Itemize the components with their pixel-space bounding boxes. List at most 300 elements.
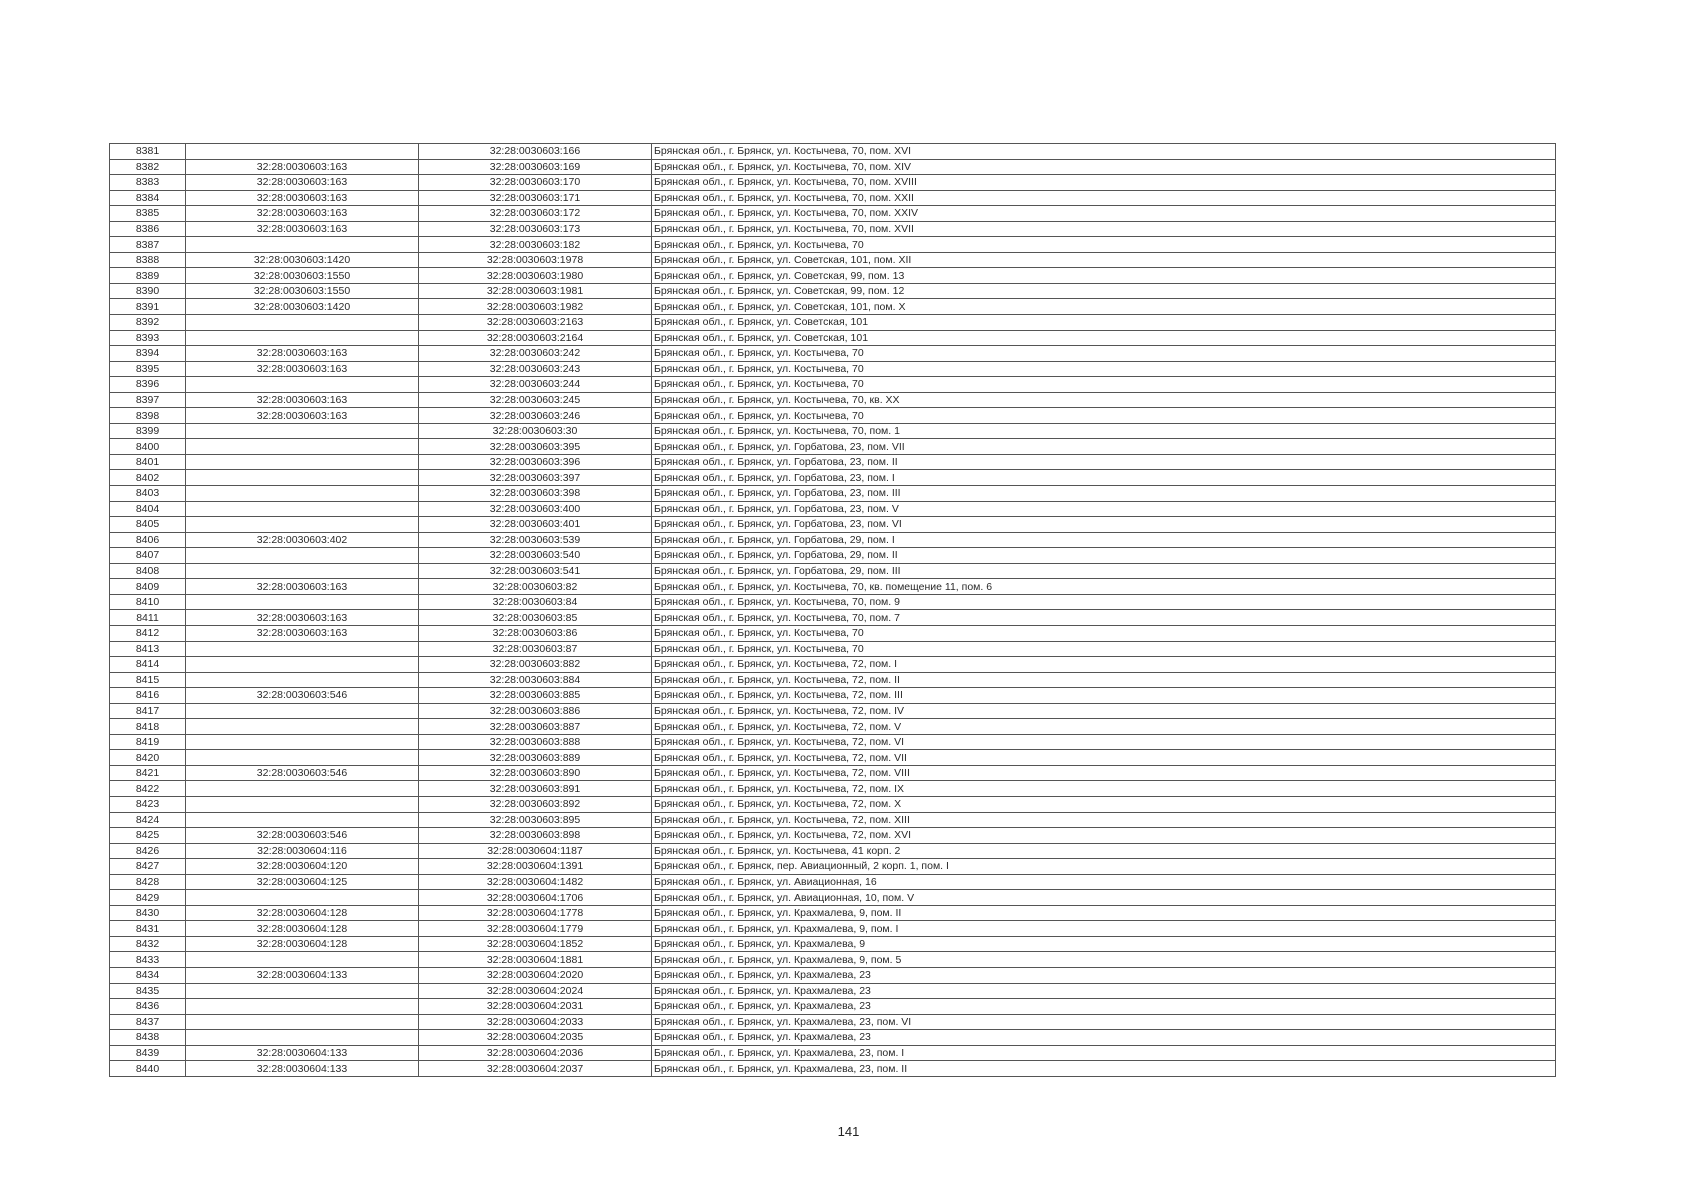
address-cell: Брянская обл., г. Брянск, ул. Костычева, 70 [652,361,1556,377]
registry-table-body [110,144,1556,1077]
table-row [110,936,1556,952]
table-row [110,657,1556,673]
parent-cadastral-number-cell: 32:28:0030603:163 [186,625,419,641]
cadastral-number-cell: 32:28:0030603:1978 [419,252,652,268]
table-row [110,454,1556,470]
row-number-cell: 8413 [110,641,186,657]
address-cell: Брянская обл., г. Брянск, ул. Костычева, 72, пом. XIII [652,812,1556,828]
cadastral-number-cell: 32:28:0030603:1980 [419,268,652,284]
table-row [110,299,1556,315]
address-cell: Брянская обл., г. Брянск, ул. Костычева, 70 [652,641,1556,657]
address-cell: Брянская обл., г. Брянск, ул. Костычева, 70 [652,237,1556,253]
row-number-cell: 8418 [110,719,186,735]
cadastral-number-cell: 32:28:0030603:242 [419,346,652,362]
address-cell: Брянская обл., г. Брянск, ул. Горбатова, 29, пом. I [652,532,1556,548]
address-cell: Брянская обл., г. Брянск, ул. Костычева, 70, кв. помещение 11, пом. 6 [652,579,1556,595]
parent-cadastral-number-cell [186,999,419,1015]
parent-cadastral-number-cell: 32:28:0030603:546 [186,765,419,781]
cadastral-number-cell: 32:28:0030603:243 [419,361,652,377]
parent-cadastral-number-cell: 32:28:0030604:133 [186,967,419,983]
address-cell: Брянская обл., г. Брянск, ул. Советская, 101 [652,330,1556,346]
address-cell: Брянская обл., г. Брянск, ул. Горбатова, 23, пом. VI [652,517,1556,533]
row-number-cell: 8414 [110,657,186,673]
parent-cadastral-number-cell [186,1030,419,1046]
row-number-cell: 8430 [110,905,186,921]
table-row [110,967,1556,983]
row-number-cell: 8390 [110,283,186,299]
cadastral-number-cell: 32:28:0030603:541 [419,563,652,579]
table-row [110,563,1556,579]
cadastral-number-cell: 32:28:0030603:244 [419,377,652,393]
table-row [110,828,1556,844]
parent-cadastral-number-cell [186,781,419,797]
parent-cadastral-number-cell: 32:28:0030603:163 [186,159,419,175]
row-number-cell: 8437 [110,1014,186,1030]
row-number-cell: 8427 [110,859,186,875]
row-number-cell: 8431 [110,921,186,937]
parent-cadastral-number-cell [186,734,419,750]
address-cell: Брянская обл., г. Брянск, ул. Костычева, 70 [652,346,1556,362]
cadastral-number-cell: 32:28:0030603:169 [419,159,652,175]
row-number-cell: 8421 [110,765,186,781]
address-cell: Брянская обл., г. Брянск, ул. Костычева, 70, пом. 7 [652,610,1556,626]
cadastral-number-cell: 32:28:0030603:401 [419,517,652,533]
address-cell: Брянская обл., г. Брянск, ул. Костычева, 70, пом. XXIV [652,206,1556,222]
registry-table [109,143,1556,1077]
row-number-cell: 8404 [110,501,186,517]
table-row [110,175,1556,191]
parent-cadastral-number-cell [186,1014,419,1030]
cadastral-number-cell: 32:28:0030603:890 [419,765,652,781]
cadastral-number-cell: 32:28:0030604:2035 [419,1030,652,1046]
table-row [110,315,1556,331]
cadastral-number-cell: 32:28:0030603:1981 [419,283,652,299]
address-cell: Брянская обл., г. Брянск, ул. Горбатова, 29, пом. II [652,548,1556,564]
parent-cadastral-number-cell [186,672,419,688]
table-row [110,1030,1556,1046]
cadastral-number-cell: 32:28:0030603:892 [419,796,652,812]
cadastral-number-cell: 32:28:0030604:2036 [419,1045,652,1061]
table-row [110,501,1556,517]
table-row [110,610,1556,626]
cadastral-number-cell: 32:28:0030604:1779 [419,921,652,937]
address-cell: Брянская обл., г. Брянск, ул. Костычева, 72, пом. V [652,719,1556,735]
cadastral-number-cell: 32:28:0030603:891 [419,781,652,797]
row-number-cell: 8435 [110,983,186,999]
parent-cadastral-number-cell [186,517,419,533]
table-row [110,641,1556,657]
row-number-cell: 8389 [110,268,186,284]
parent-cadastral-number-cell [186,641,419,657]
row-number-cell: 8400 [110,439,186,455]
address-cell: Брянская обл., г. Брянск, ул. Советская, 101, пом. X [652,299,1556,315]
parent-cadastral-number-cell [186,890,419,906]
address-cell: Брянская обл., г. Брянск, ул. Костычева, 70, кв. XX [652,392,1556,408]
cadastral-number-cell: 32:28:0030603:395 [419,439,652,455]
table-row [110,843,1556,859]
table-row [110,765,1556,781]
parent-cadastral-number-cell: 32:28:0030603:163 [186,361,419,377]
row-number-cell: 8440 [110,1061,186,1077]
row-number-cell: 8381 [110,144,186,160]
parent-cadastral-number-cell [186,454,419,470]
table-row [110,190,1556,206]
parent-cadastral-number-cell: 32:28:0030603:1550 [186,268,419,284]
row-number-cell: 8424 [110,812,186,828]
table-row [110,952,1556,968]
table-row [110,439,1556,455]
row-number-cell: 8388 [110,252,186,268]
cadastral-number-cell: 32:28:0030603:245 [419,392,652,408]
parent-cadastral-number-cell [186,423,419,439]
parent-cadastral-number-cell [186,657,419,673]
table-row [110,283,1556,299]
cadastral-number-cell: 32:28:0030603:2164 [419,330,652,346]
parent-cadastral-number-cell [186,952,419,968]
cadastral-number-cell: 32:28:0030603:397 [419,470,652,486]
address-cell: Брянская обл., г. Брянск, ул. Костычева, 72, пом. III [652,688,1556,704]
parent-cadastral-number-cell: 32:28:0030603:163 [186,408,419,424]
table-row [110,252,1556,268]
row-number-cell: 8423 [110,796,186,812]
table-row [110,781,1556,797]
parent-cadastral-number-cell [186,719,419,735]
address-cell: Брянская обл., г. Брянск, ул. Костычева, 72, пом. VIII [652,765,1556,781]
cadastral-number-cell: 32:28:0030603:886 [419,703,652,719]
table-row [110,1014,1556,1030]
cadastral-number-cell: 32:28:0030603:2163 [419,315,652,331]
parent-cadastral-number-cell [186,486,419,502]
cadastral-number-cell: 32:28:0030603:895 [419,812,652,828]
row-number-cell: 8399 [110,423,186,439]
table-row [110,268,1556,284]
table-row [110,812,1556,828]
table-row [110,874,1556,890]
table-row [110,517,1556,533]
address-cell: Брянская обл., г. Брянск, ул. Советская, 101, пом. XII [652,252,1556,268]
row-number-cell: 8402 [110,470,186,486]
parent-cadastral-number-cell [186,501,419,517]
address-cell: Брянская обл., г. Брянск, ул. Горбатова, 23, пом. II [652,454,1556,470]
cadastral-number-cell: 32:28:0030603:898 [419,828,652,844]
address-cell: Брянская обл., г. Брянск, ул. Костычева, 41 корп. 2 [652,843,1556,859]
row-number-cell: 8429 [110,890,186,906]
parent-cadastral-number-cell [186,594,419,610]
cadastral-number-cell: 32:28:0030603:182 [419,237,652,253]
table-row [110,890,1556,906]
parent-cadastral-number-cell [186,439,419,455]
row-number-cell: 8383 [110,175,186,191]
address-cell: Брянская обл., г. Брянск, ул. Костычева, 72, пом. VI [652,734,1556,750]
address-cell: Брянская обл., г. Брянск, ул. Горбатова, 23, пом. I [652,470,1556,486]
table-row [110,206,1556,222]
table-row [110,470,1556,486]
row-number-cell: 8398 [110,408,186,424]
address-cell: Брянская обл., г. Брянск, ул. Крахмалева, 23, пом. VI [652,1014,1556,1030]
address-cell: Брянская обл., г. Брянск, ул. Крахмалева, 23, пом. I [652,1045,1556,1061]
address-cell: Брянская обл., г. Брянск, ул. Костычева, 72, пом. XVI [652,828,1556,844]
table-row [110,750,1556,766]
cadastral-number-cell: 32:28:0030603:171 [419,190,652,206]
cadastral-number-cell: 32:28:0030603:30 [419,423,652,439]
cadastral-number-cell: 32:28:0030603:84 [419,594,652,610]
address-cell: Брянская обл., г. Брянск, ул. Костычева, 70, пом. XVIII [652,175,1556,191]
cadastral-number-cell: 32:28:0030603:539 [419,532,652,548]
row-number-cell: 8420 [110,750,186,766]
row-number-cell: 8409 [110,579,186,595]
address-cell: Брянская обл., г. Брянск, ул. Костычева, 72, пом. IV [652,703,1556,719]
parent-cadastral-number-cell: 32:28:0030603:163 [186,579,419,595]
address-cell: Брянская обл., г. Брянск, ул. Костычева, 72, пом. II [652,672,1556,688]
cadastral-number-cell: 32:28:0030604:2020 [419,967,652,983]
row-number-cell: 8434 [110,967,186,983]
address-cell: Брянская обл., г. Брянск, ул. Крахмалева, 9, пом. I [652,921,1556,937]
cadastral-number-cell: 32:28:0030603:888 [419,734,652,750]
cadastral-number-cell: 32:28:0030603:173 [419,221,652,237]
address-cell: Брянская обл., г. Брянск, ул. Костычева, 70, пом. XVII [652,221,1556,237]
row-number-cell: 8386 [110,221,186,237]
parent-cadastral-number-cell: 32:28:0030603:163 [186,392,419,408]
address-cell: Брянская обл., г. Брянск, ул. Костычева, 70 [652,408,1556,424]
table-row [110,672,1556,688]
cadastral-number-cell: 32:28:0030603:1982 [419,299,652,315]
table-row [110,392,1556,408]
cadastral-number-cell: 32:28:0030604:1881 [419,952,652,968]
parent-cadastral-number-cell [186,377,419,393]
cadastral-number-cell: 32:28:0030604:2024 [419,983,652,999]
row-number-cell: 8406 [110,532,186,548]
cadastral-number-cell: 32:28:0030604:1852 [419,936,652,952]
row-number-cell: 8405 [110,517,186,533]
address-cell: Брянская обл., г. Брянск, ул. Горбатова, 23, пом. V [652,501,1556,517]
address-cell: Брянская обл., г. Брянск, ул. Горбатова, 23, пом. VII [652,439,1556,455]
parent-cadastral-number-cell: 32:28:0030603:402 [186,532,419,548]
table-row [110,905,1556,921]
address-cell: Брянская обл., г. Брянск, ул. Крахмалева, 23 [652,983,1556,999]
table-row [110,377,1556,393]
cadastral-number-cell: 32:28:0030603:398 [419,486,652,502]
table-row [110,548,1556,564]
cadastral-number-cell: 32:28:0030604:1778 [419,905,652,921]
table-row [110,237,1556,253]
address-cell: Брянская обл., г. Брянск, ул. Костычева, 70, пом. XXII [652,190,1556,206]
parent-cadastral-number-cell: 32:28:0030603:1420 [186,252,419,268]
address-cell: Брянская обл., г. Брянск, ул. Советская, 99, пом. 12 [652,283,1556,299]
row-number-cell: 8382 [110,159,186,175]
parent-cadastral-number-cell: 32:28:0030604:128 [186,936,419,952]
parent-cadastral-number-cell: 32:28:0030603:163 [186,206,419,222]
address-cell: Брянская обл., г. Брянск, ул. Костычева, 72, пом. I [652,657,1556,673]
cadastral-number-cell: 32:28:0030603:884 [419,672,652,688]
address-cell: Брянская обл., г. Брянск, ул. Костычева, 70, пом. 1 [652,423,1556,439]
cadastral-number-cell: 32:28:0030603:882 [419,657,652,673]
row-number-cell: 8425 [110,828,186,844]
row-number-cell: 8412 [110,625,186,641]
row-number-cell: 8394 [110,346,186,362]
cadastral-number-cell: 32:28:0030604:2037 [419,1061,652,1077]
row-number-cell: 8395 [110,361,186,377]
address-cell: Брянская обл., г. Брянск, ул. Авиационная, 16 [652,874,1556,890]
table-row [110,859,1556,875]
address-cell: Брянская обл., г. Брянск, пер. Авиационный, 2 корп. 1, пом. I [652,859,1556,875]
row-number-cell: 8419 [110,734,186,750]
cadastral-number-cell: 32:28:0030604:1482 [419,874,652,890]
table-row [110,983,1556,999]
cadastral-number-cell: 32:28:0030603:889 [419,750,652,766]
parent-cadastral-number-cell [186,812,419,828]
row-number-cell: 8415 [110,672,186,688]
row-number-cell: 8407 [110,548,186,564]
parent-cadastral-number-cell: 32:28:0030604:128 [186,921,419,937]
address-cell: Брянская обл., г. Брянск, ул. Крахмалева, 9 [652,936,1556,952]
parent-cadastral-number-cell [186,237,419,253]
cadastral-number-cell: 32:28:0030603:85 [419,610,652,626]
table-row [110,796,1556,812]
cadastral-number-cell: 32:28:0030603:885 [419,688,652,704]
cadastral-number-cell: 32:28:0030603:246 [419,408,652,424]
address-cell: Брянская обл., г. Брянск, ул. Крахмалева, 23, пом. II [652,1061,1556,1077]
parent-cadastral-number-cell: 32:28:0030604:133 [186,1061,419,1077]
cadastral-number-cell: 32:28:0030603:887 [419,719,652,735]
row-number-cell: 8403 [110,486,186,502]
table-row [110,361,1556,377]
cadastral-number-cell: 32:28:0030603:86 [419,625,652,641]
table-row [110,594,1556,610]
parent-cadastral-number-cell [186,563,419,579]
table-row [110,1061,1556,1077]
address-cell: Брянская обл., г. Брянск, ул. Авиационная, 10, пом. V [652,890,1556,906]
address-cell: Брянская обл., г. Брянск, ул. Крахмалева, 23 [652,1030,1556,1046]
cadastral-number-cell: 32:28:0030604:1187 [419,843,652,859]
row-number-cell: 8428 [110,874,186,890]
table-row [110,532,1556,548]
parent-cadastral-number-cell: 32:28:0030603:163 [186,221,419,237]
cadastral-number-cell: 32:28:0030603:396 [419,454,652,470]
parent-cadastral-number-cell: 32:28:0030604:120 [186,859,419,875]
cadastral-number-cell: 32:28:0030604:1391 [419,859,652,875]
row-number-cell: 8439 [110,1045,186,1061]
table-row [110,486,1556,502]
address-cell: Брянская обл., г. Брянск, ул. Костычева, 70, пом. 9 [652,594,1556,610]
page-number: 141 [837,1124,860,1139]
row-number-cell: 8391 [110,299,186,315]
cadastral-number-cell: 32:28:0030603:172 [419,206,652,222]
parent-cadastral-number-cell [186,796,419,812]
address-cell: Брянская обл., г. Брянск, ул. Костычева, 72, пом. VII [652,750,1556,766]
row-number-cell: 8410 [110,594,186,610]
address-cell: Брянская обл., г. Брянск, ул. Костычева, 72, пом. IX [652,781,1556,797]
document-page [109,143,1556,1077]
cadastral-number-cell: 32:28:0030603:540 [419,548,652,564]
address-cell: Брянская обл., г. Брянск, ул. Костычева, 72, пом. X [652,796,1556,812]
cadastral-number-cell: 32:28:0030603:170 [419,175,652,191]
row-number-cell: 8433 [110,952,186,968]
parent-cadastral-number-cell: 32:28:0030603:546 [186,688,419,704]
table-row [110,688,1556,704]
table-row [110,719,1556,735]
parent-cadastral-number-cell: 32:28:0030603:1420 [186,299,419,315]
table-row [110,221,1556,237]
parent-cadastral-number-cell: 32:28:0030604:133 [186,1045,419,1061]
row-number-cell: 8385 [110,206,186,222]
parent-cadastral-number-cell: 32:28:0030604:116 [186,843,419,859]
address-cell: Брянская обл., г. Брянск, ул. Крахмалева, 9, пом. 5 [652,952,1556,968]
cadastral-number-cell: 32:28:0030603:400 [419,501,652,517]
address-cell: Брянская обл., г. Брянск, ул. Горбатова, 29, пом. III [652,563,1556,579]
table-row [110,423,1556,439]
row-number-cell: 8438 [110,1030,186,1046]
address-cell: Брянская обл., г. Брянск, ул. Советская, 101 [652,315,1556,331]
row-number-cell: 8426 [110,843,186,859]
table-row [110,346,1556,362]
table-row [110,999,1556,1015]
parent-cadastral-number-cell: 32:28:0030603:163 [186,175,419,191]
address-cell: Брянская обл., г. Брянск, ул. Горбатова, 23, пом. III [652,486,1556,502]
parent-cadastral-number-cell [186,983,419,999]
row-number-cell: 8396 [110,377,186,393]
parent-cadastral-number-cell: 32:28:0030603:546 [186,828,419,844]
row-number-cell: 8416 [110,688,186,704]
address-cell: Брянская обл., г. Брянск, ул. Советская, 99, пом. 13 [652,268,1556,284]
row-number-cell: 8397 [110,392,186,408]
row-number-cell: 8401 [110,454,186,470]
address-cell: Брянская обл., г. Брянск, ул. Крахмалева, 23 [652,967,1556,983]
row-number-cell: 8422 [110,781,186,797]
parent-cadastral-number-cell: 32:28:0030604:128 [186,905,419,921]
parent-cadastral-number-cell [186,470,419,486]
row-number-cell: 8417 [110,703,186,719]
table-row [110,703,1556,719]
table-row [110,144,1556,160]
row-number-cell: 8393 [110,330,186,346]
table-row [110,159,1556,175]
table-row [110,579,1556,595]
address-cell: Брянская обл., г. Брянск, ул. Крахмалева, 9, пом. II [652,905,1556,921]
parent-cadastral-number-cell: 32:28:0030603:163 [186,346,419,362]
cadastral-number-cell: 32:28:0030604:1706 [419,890,652,906]
address-cell: Брянская обл., г. Брянск, ул. Костычева, 70 [652,625,1556,641]
row-number-cell: 8411 [110,610,186,626]
parent-cadastral-number-cell: 32:28:0030604:125 [186,874,419,890]
parent-cadastral-number-cell: 32:28:0030603:1550 [186,283,419,299]
table-row [110,330,1556,346]
address-cell: Брянская обл., г. Брянск, ул. Костычева, 70 [652,377,1556,393]
table-row [110,921,1556,937]
parent-cadastral-number-cell [186,703,419,719]
table-row [110,625,1556,641]
table-row [110,408,1556,424]
table-row [110,734,1556,750]
cadastral-number-cell: 32:28:0030603:166 [419,144,652,160]
address-cell: Брянская обл., г. Брянск, ул. Костычева, 70, пом. XVI [652,144,1556,160]
address-cell: Брянская обл., г. Брянск, ул. Костычева, 70, пом. XIV [652,159,1556,175]
row-number-cell: 8408 [110,563,186,579]
parent-cadastral-number-cell [186,548,419,564]
parent-cadastral-number-cell [186,315,419,331]
address-cell: Брянская обл., г. Брянск, ул. Крахмалева, 23 [652,999,1556,1015]
parent-cadastral-number-cell: 32:28:0030603:163 [186,610,419,626]
row-number-cell: 8432 [110,936,186,952]
row-number-cell: 8436 [110,999,186,1015]
row-number-cell: 8384 [110,190,186,206]
cadastral-number-cell: 32:28:0030603:87 [419,641,652,657]
cadastral-number-cell: 32:28:0030603:82 [419,579,652,595]
row-number-cell: 8387 [110,237,186,253]
cadastral-number-cell: 32:28:0030604:2033 [419,1014,652,1030]
table-row [110,1045,1556,1061]
row-number-cell: 8392 [110,315,186,331]
cadastral-number-cell: 32:28:0030604:2031 [419,999,652,1015]
